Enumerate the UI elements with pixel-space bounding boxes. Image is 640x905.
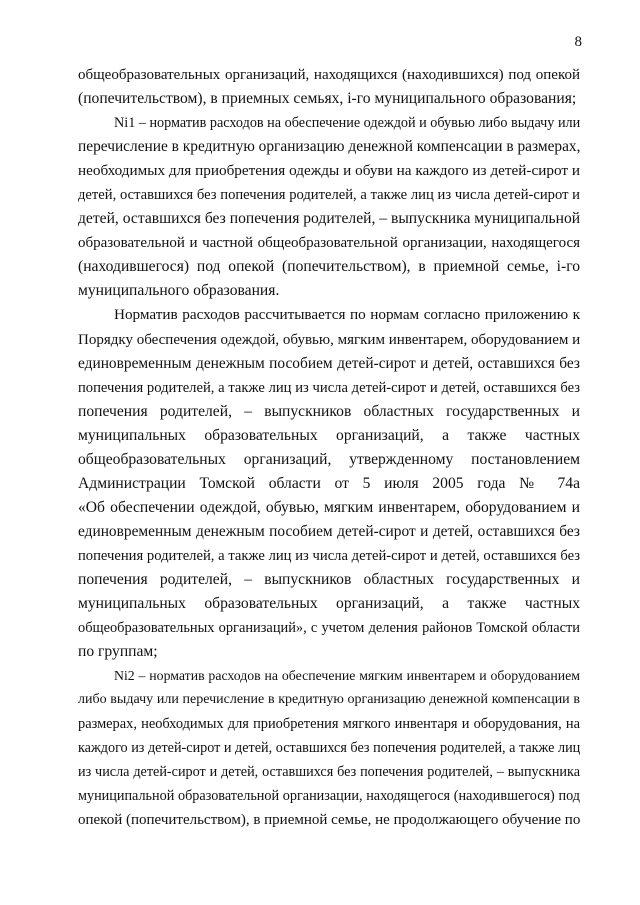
text-line: необходимых для приобретения одежды и обуви на каждого из детей-сирот и: [78, 162, 580, 180]
text-line: муниципальных образовательных организаций, а также частных: [78, 426, 580, 444]
text-line: размерах, необходимых для приобретения мягкого инвентаря и оборудования, на: [78, 716, 580, 733]
text-line: общеобразовательных организаций, утвержденному постановлением: [78, 450, 580, 468]
text-line: попечения родителей, – выпускников областных государственных и: [78, 570, 580, 588]
text-line: опекой (попечительством), в приемной семье, не продолжающего обучение по: [78, 812, 580, 829]
text-line: по группам;: [78, 643, 158, 661]
text-line: перечисление в кредитную организацию денежной компенсации в размерах,: [78, 138, 580, 156]
document-body: [78, 63, 580, 833]
text-line: общеобразовательных организаций, находящихся (находившихся) под опекой: [78, 67, 580, 83]
text-line: из числа детей-сирот и детей, оставшихся без попечения родителей, – выпускника: [78, 764, 580, 781]
text-line: детей, оставшихся без попечения родителей, а также лиц из числа детей-сирот и: [78, 187, 580, 204]
text-line: попечения родителей, а также лиц из числа детей-сирот и детей, оставшихся без: [78, 547, 580, 564]
text-line: муниципальных образовательных организаций, а также частных: [78, 595, 580, 613]
text-line: муниципального образования.: [78, 282, 280, 300]
text-line: единовременным денежным пособием детей-сирот и детей, оставшихся без: [78, 522, 580, 540]
text-line: Ni1 – норматив расходов на обеспечение одеждой и обувью либо выдачу или: [114, 115, 580, 132]
page-number: 8: [574, 34, 582, 50]
text-line: Норматив расходов рассчитывается по нормам согласно приложению к: [114, 306, 580, 324]
text-line: единовременным денежным пособием детей-сирот и детей, оставшихся без: [78, 354, 580, 372]
text-line: попечения родителей, – выпускников областных государственных и: [78, 402, 580, 420]
text-line: Администрации Томской области от 5 июля 2005 года № 74а: [78, 474, 580, 492]
text-line: (попечительством), в приемных семьях, i-го муниципального образования;: [78, 90, 577, 108]
text-line: Ni2 – норматив расходов на обеспечение мягким инвентарем и оборудованием: [114, 668, 580, 684]
text-line: Порядку обеспечения одеждой, обувью, мягким инвентарем, оборудованием и: [78, 331, 580, 348]
text-line: образовательной и частной общеобразовательной организации, находящегося: [78, 235, 580, 252]
text-line: «Об обеспечении одеждой, обувью, мягким инвентарем, оборудованием и: [78, 498, 580, 516]
text-line: либо выдачу или перечисление в кредитную организацию денежной компенсации в: [78, 692, 580, 708]
text-line: попечения родителей, а также лиц из числа детей-сирот и детей, оставшихся без: [78, 379, 580, 396]
text-line: каждого из детей-сирот и детей, оставшихся без попечения родителей, а также лиц: [78, 740, 580, 757]
text-line: муниципальной образовательной организации, находящегося (находившегося) под: [78, 788, 580, 805]
text-line: общеобразовательных организаций», с учетом деления районов Томской области: [78, 620, 580, 637]
text-line: (находившегося) под опекой (попечительством), в приемной семье, i-го: [78, 258, 580, 276]
text-line: детей, оставшихся без попечения родителей, – выпускника муниципальной: [78, 210, 580, 228]
